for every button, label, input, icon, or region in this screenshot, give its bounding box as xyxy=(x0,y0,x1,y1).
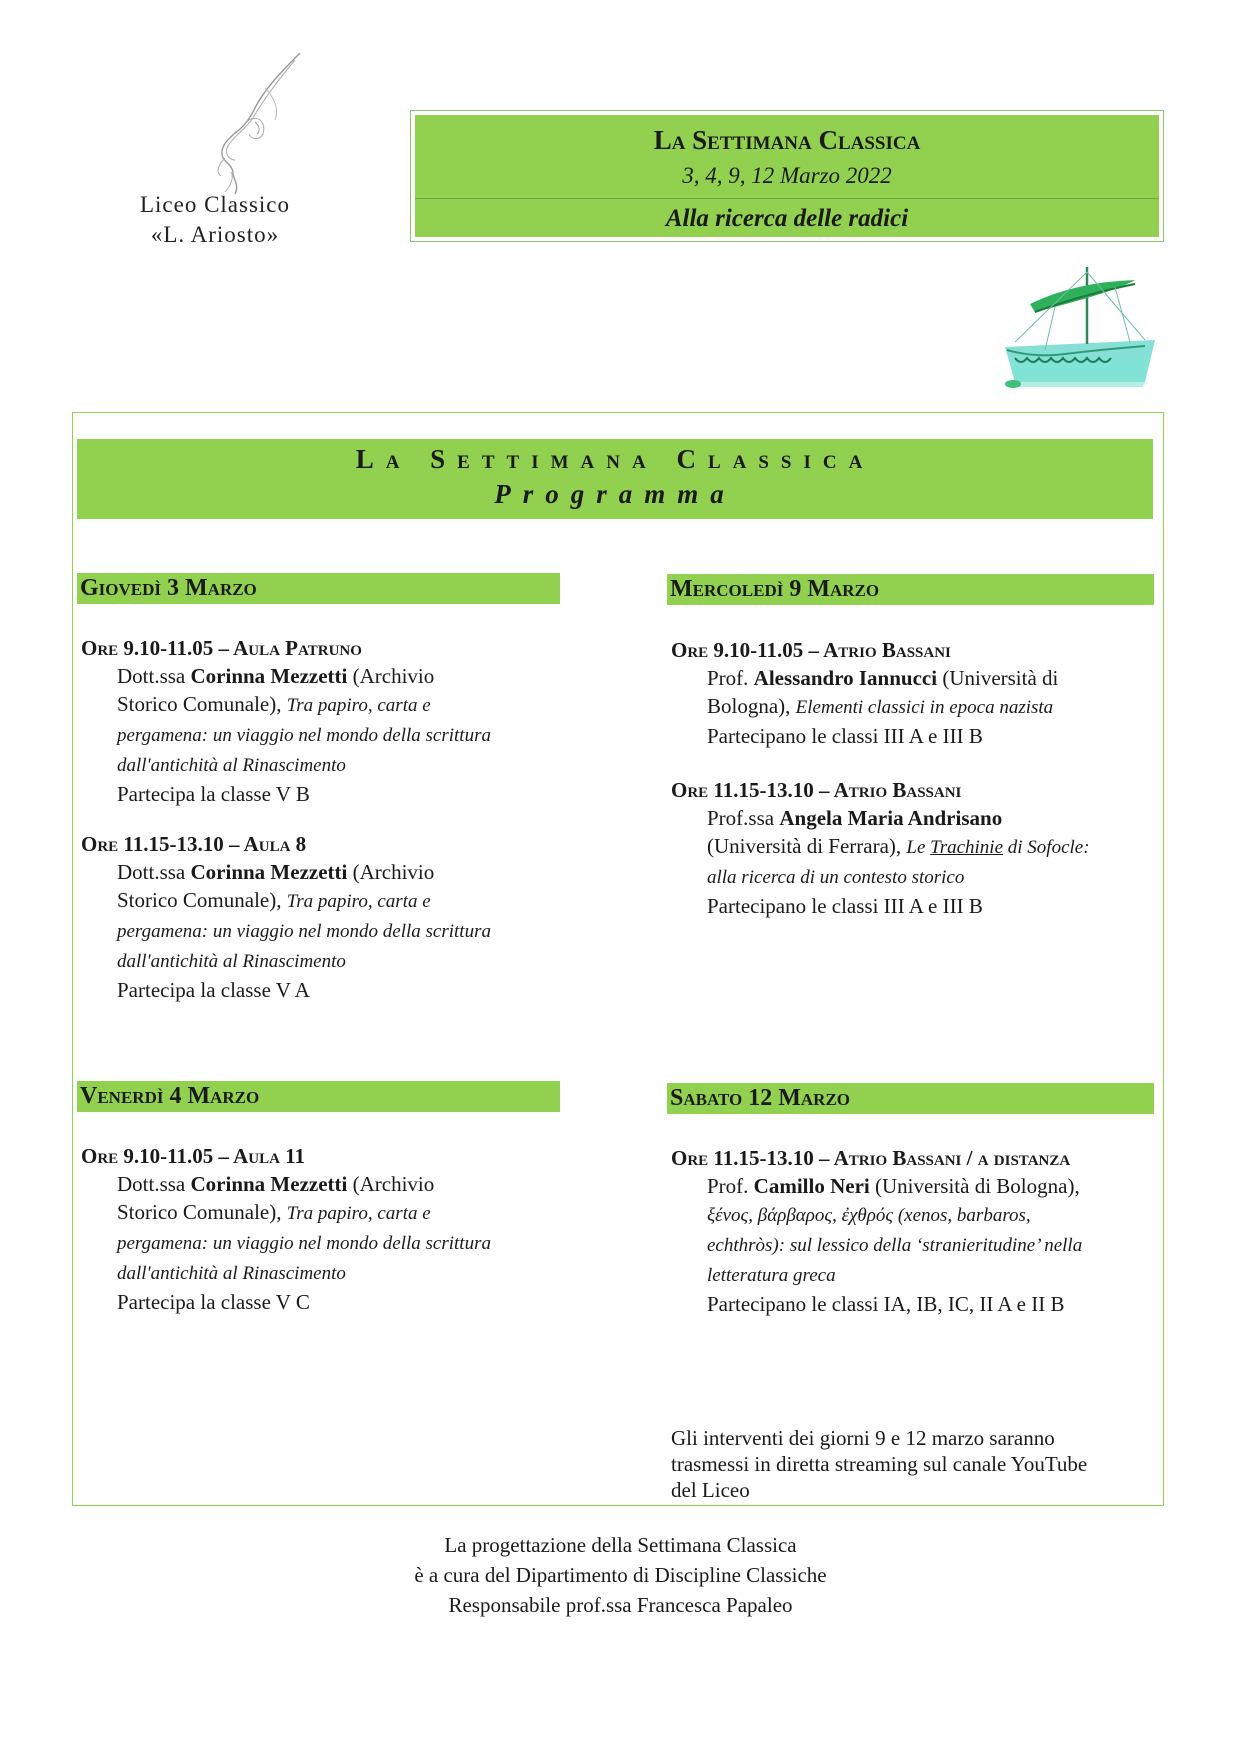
day-header-friday: Venerdì 4 Marzo xyxy=(77,1081,560,1112)
event-time-location: Ore 9.10-11.05 – Aula 11 xyxy=(81,1144,306,1168)
day-header-thursday: Giovedì 3 Marzo xyxy=(77,573,560,604)
credits xyxy=(0,1530,1241,1620)
event-time-location: Ore 11.15-13.10 – Atrio Bassani xyxy=(671,778,962,802)
speaker-title: Dott.ssa xyxy=(117,664,191,688)
participating-classes: Partecipano le classi IA, IB, IC, II A e II B xyxy=(707,1292,1065,1316)
header-divider xyxy=(415,198,1159,199)
speaker-affiliation: (Archivio xyxy=(347,860,435,884)
speaker-name: Corinna Mezzetti xyxy=(190,664,348,688)
talk-title-end: letteratura greca xyxy=(707,1265,836,1286)
speaker-affiliation: (Università di Ferrara), xyxy=(707,834,907,858)
participating-classes: Partecipano le classi III A e III B xyxy=(707,724,983,748)
credits-line2: è a cura del Dipartimento di Discipline Classiche xyxy=(414,1563,827,1587)
school-name-line2: «L. Ariosto» xyxy=(150,222,280,247)
speaker-name: Camillo Neri xyxy=(753,1174,870,1198)
speaker-title: Dott.ssa xyxy=(117,860,191,884)
program-banner xyxy=(77,439,1153,519)
talk-title-work: Trachinie xyxy=(930,837,1004,858)
talk-title-end: dall'antichità al Rinascimento xyxy=(117,755,346,776)
speaker-title: Dott.ssa xyxy=(117,1172,191,1196)
talk-title: Le xyxy=(906,837,931,858)
talk-title: Tra papiro, carta e xyxy=(286,891,431,912)
participating-classes: Partecipano le classi III A e III B xyxy=(707,894,983,918)
talk-title: Tra papiro, carta e xyxy=(286,695,431,716)
speaker-name: Corinna Mezzetti xyxy=(190,860,348,884)
streaming-note-line3: del Liceo xyxy=(671,1478,750,1502)
speaker-title: Prof. xyxy=(707,1174,754,1198)
talk-title-cont: alla ricerca di un contesto storico xyxy=(707,867,965,888)
event-title: La Settimana Classica xyxy=(653,125,921,155)
participating-classes: Partecipa la classe V A xyxy=(117,978,310,1002)
event-saturday-1 xyxy=(671,1144,1161,1318)
speaker-title: Prof. xyxy=(707,666,754,690)
event-time-location: Ore 11.15-13.10 – Aula 8 xyxy=(81,832,307,856)
event-time-location: Ore 9.10-11.05 – Atrio Bassani xyxy=(671,638,951,662)
event-wednesday-1 xyxy=(671,636,1161,750)
streaming-note xyxy=(671,1425,1151,1503)
day-header-wednesday: Mercoledì 9 Marzo xyxy=(667,574,1154,605)
school-name-line1: Liceo Classico xyxy=(139,192,291,217)
event-subtitle: Alla ricerca delle radici xyxy=(665,205,909,232)
talk-title-cont: pergamena: un viaggio nel mondo della scrittura xyxy=(117,725,491,746)
talk-title-end: dall'antichità al Rinascimento xyxy=(117,1263,346,1284)
speaker-affiliation-cont: Storico Comunale), xyxy=(117,888,287,912)
event-header-box xyxy=(410,110,1164,242)
credits-line1: La progettazione della Settimana Classica xyxy=(444,1533,797,1557)
profile-sketch-icon xyxy=(205,48,325,198)
program-title: La Settimana Classica xyxy=(355,444,875,474)
speaker-title: Prof.ssa xyxy=(707,806,780,830)
event-wednesday-2 xyxy=(671,776,1161,920)
talk-title-rest: di Sofocle: xyxy=(1003,837,1090,858)
speaker-name: Angela Maria Andrisano xyxy=(779,806,1003,830)
streaming-note-line2: trasmessi in diretta streaming sul canale YouTube xyxy=(671,1452,1088,1476)
talk-title: Tra papiro, carta e xyxy=(286,1203,431,1224)
talk-title-cont: pergamena: un viaggio nel mondo della scrittura xyxy=(117,1233,491,1254)
streaming-note-line1: Gli interventi dei giorni 9 e 12 marzo saranno xyxy=(671,1426,1055,1450)
speaker-affiliation-cont: Bologna), xyxy=(707,694,796,718)
participating-classes: Partecipa la classe V C xyxy=(117,1290,310,1314)
talk-title: Elementi classici in epoca nazista xyxy=(795,697,1054,718)
talk-title-cont: echthròs): sul lessico della ‘stranieritudine’ nella xyxy=(707,1235,1083,1256)
event-thursday-2 xyxy=(81,830,561,1004)
speaker-affiliation-cont: Storico Comunale), xyxy=(117,692,287,716)
day-header-saturday: Sabato 12 Marzo xyxy=(667,1083,1154,1114)
ancient-ship-icon xyxy=(995,262,1165,399)
event-friday-1 xyxy=(81,1142,561,1316)
speaker-name: Corinna Mezzetti xyxy=(190,1172,348,1196)
speaker-affiliation: (Archivio xyxy=(347,1172,435,1196)
speaker-affiliation: (Archivio xyxy=(347,664,435,688)
talk-title-end: dall'antichità al Rinascimento xyxy=(117,951,346,972)
participating-classes: Partecipa la classe V B xyxy=(117,782,310,806)
event-thursday-1 xyxy=(81,634,561,808)
speaker-affiliation: (Università di Bologna), xyxy=(869,1174,1080,1198)
event-time-location: Ore 11.15-13.10 – Atrio Bassani / a distanza xyxy=(671,1146,1071,1170)
speaker-affiliation-cont: Storico Comunale), xyxy=(117,1200,287,1224)
event-dates: 3, 4, 9, 12 Marzo 2022 xyxy=(682,163,892,188)
school-logo xyxy=(110,48,320,258)
event-time-location: Ore 9.10-11.05 – Aula Patruno xyxy=(81,636,362,660)
program-subtitle: Programma xyxy=(494,479,736,509)
speaker-name: Alessandro Iannucci xyxy=(753,666,938,690)
speaker-affiliation: (Università di xyxy=(937,666,1059,690)
credits-line3: Responsabile prof.ssa Francesca Papaleo xyxy=(448,1593,793,1617)
talk-title-cont: pergamena: un viaggio nel mondo della scrittura xyxy=(117,921,491,942)
talk-title: ξένος, βάρβαρος, ἐχθρός (xenos, barbaros, xyxy=(707,1205,1031,1226)
